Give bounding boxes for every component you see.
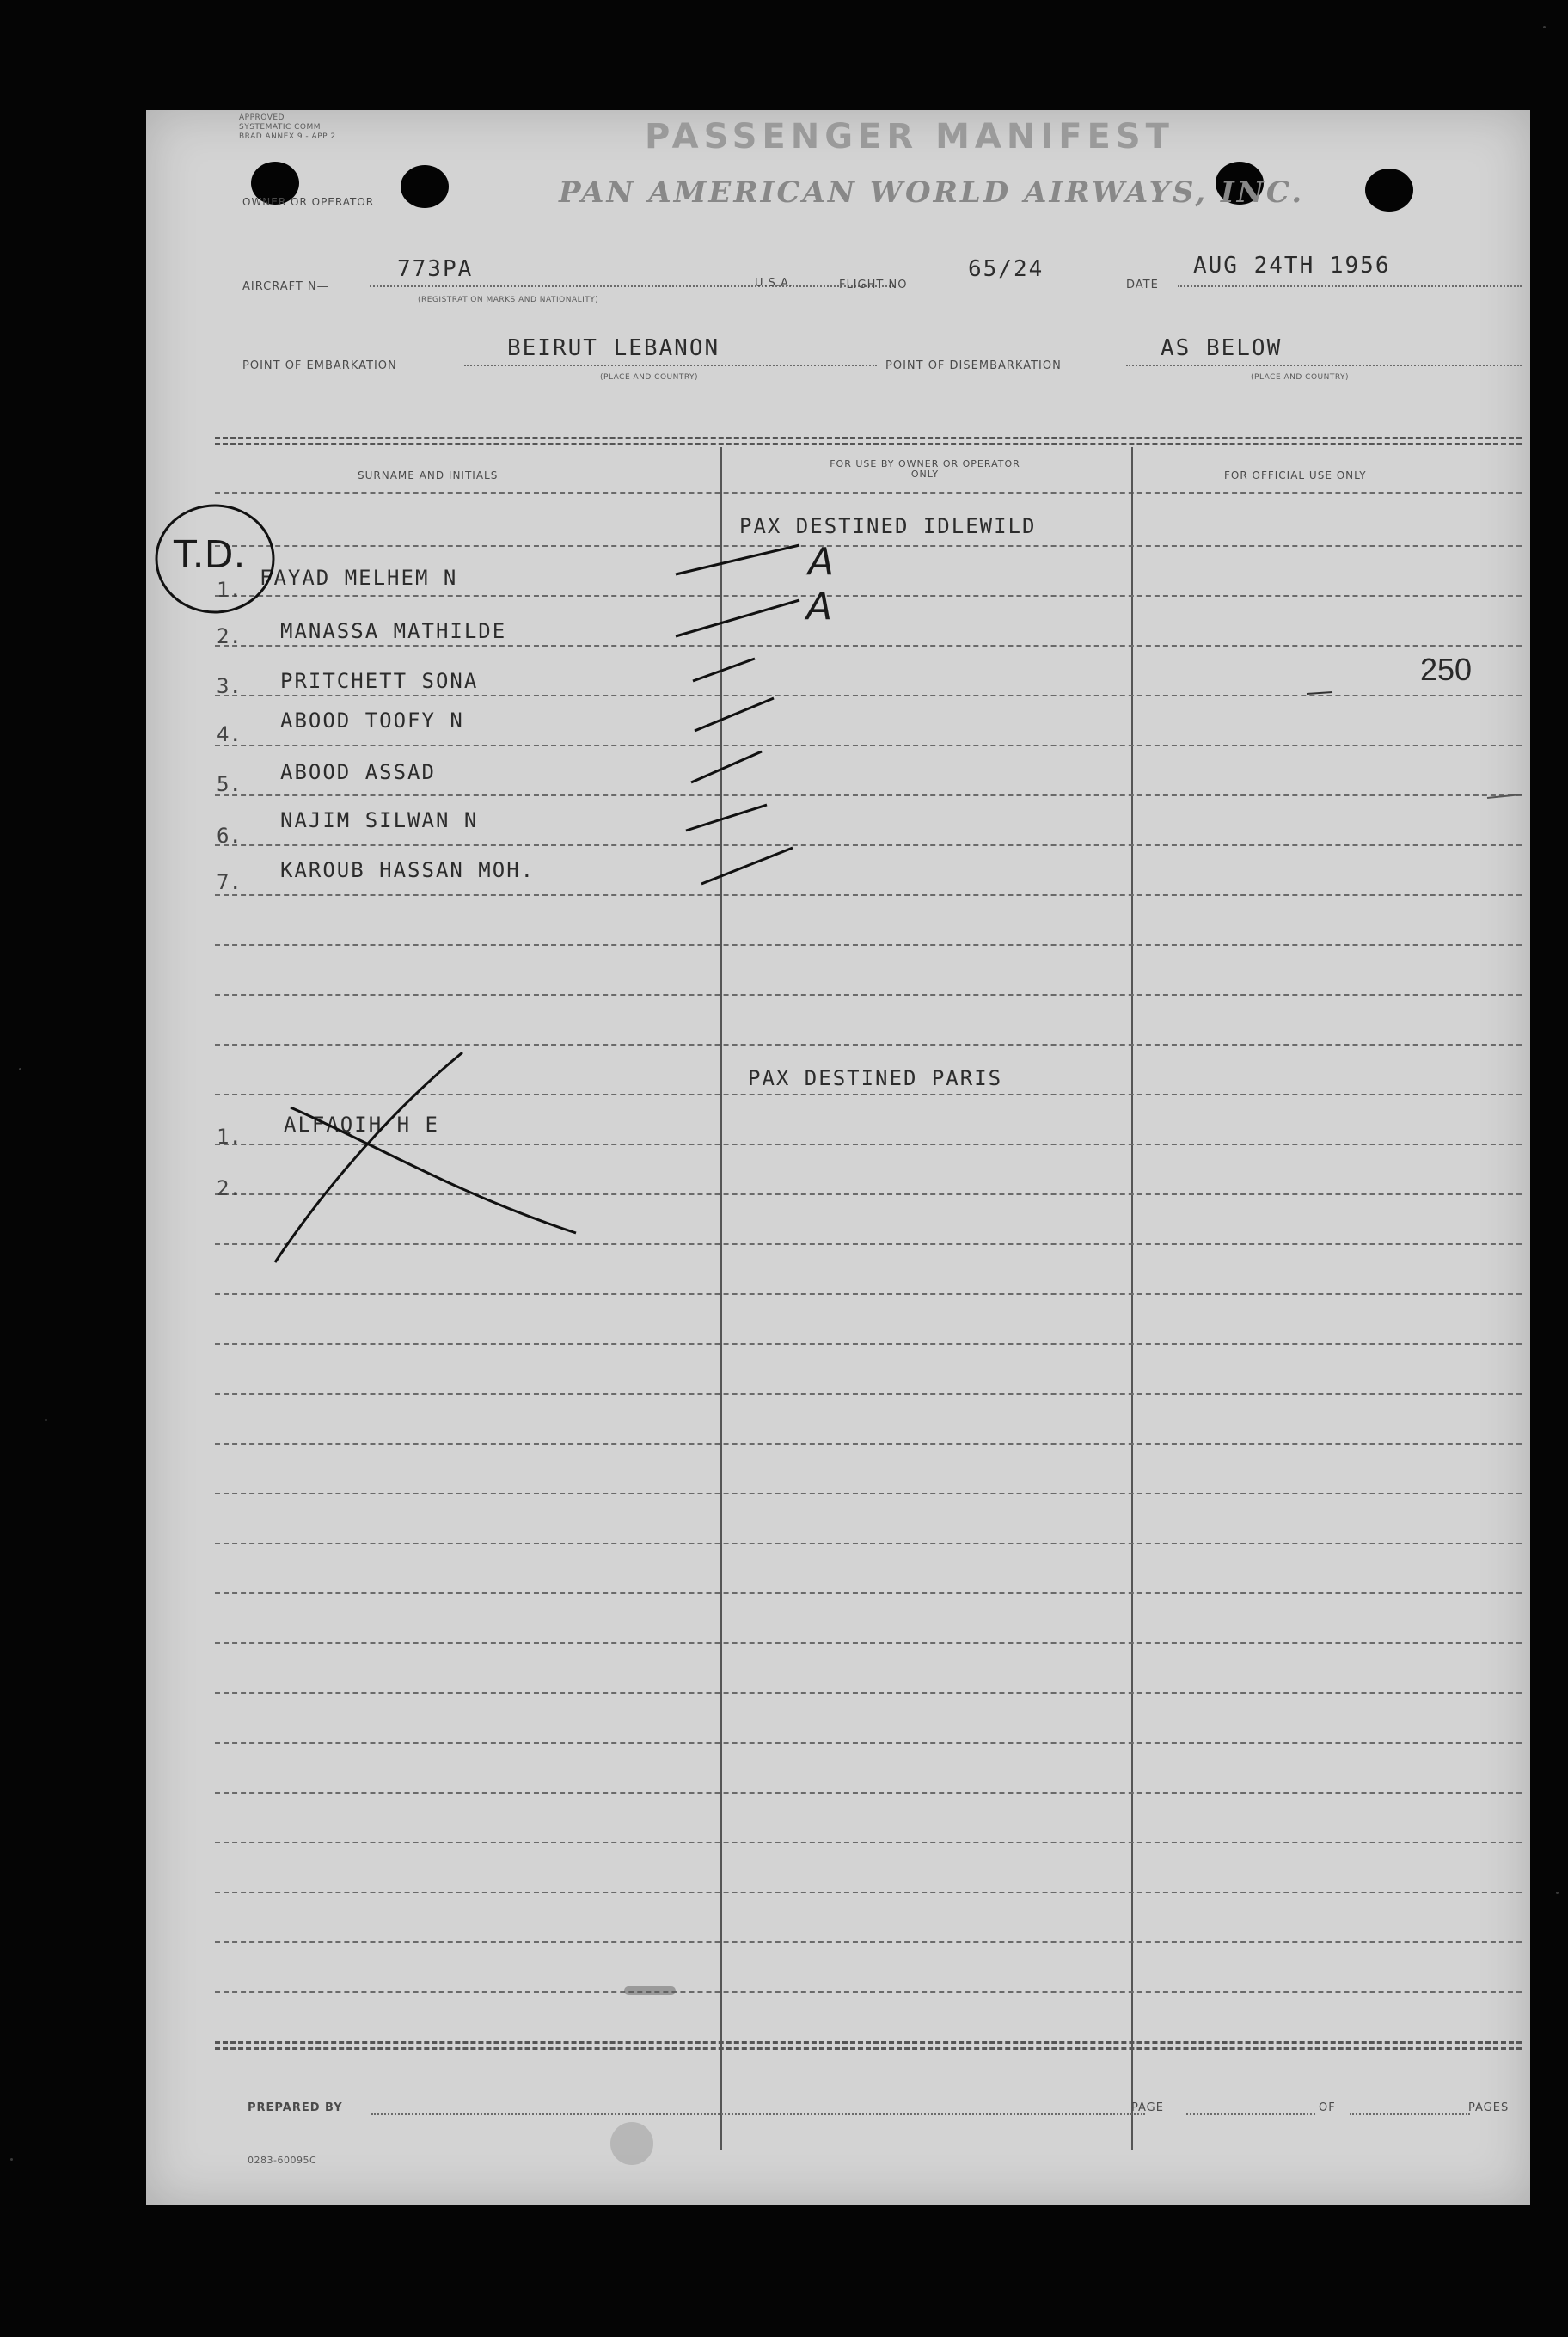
column-header-official: FOR OFFICIAL USE ONLY xyxy=(1224,469,1367,482)
pen-mark xyxy=(1487,794,1522,798)
operator-name: PAN AMERICAN WORLD AIRWAYS, INC. xyxy=(559,175,1305,210)
disembark-value: AS BELOW xyxy=(1161,335,1283,361)
passenger-name: NAJIM SILWAN N xyxy=(280,808,479,832)
embark-sublabel: (PLACE AND COUNTRY) xyxy=(600,373,699,382)
disembark-sublabel: (PLACE AND COUNTRY) xyxy=(1251,373,1350,382)
row-number: 2. xyxy=(217,1176,242,1200)
tick-mark xyxy=(695,698,774,731)
date-value: AUG 24TH 1956 xyxy=(1193,253,1391,279)
tick-mark xyxy=(691,751,762,782)
row-number: 2. xyxy=(217,624,242,648)
column-header-names: SURNAME AND INITIALS xyxy=(358,469,499,482)
of-line xyxy=(1350,2113,1470,2115)
owner-label: OWNER OR OPERATOR xyxy=(242,196,375,208)
row-number: 1. xyxy=(217,578,242,602)
passenger-name: KAROUB HASSAN MOH. xyxy=(280,858,536,882)
passenger-name: ALFAQIH H E xyxy=(284,1113,439,1137)
row-number: 6. xyxy=(217,824,242,848)
official-number: 250 xyxy=(1420,652,1473,687)
column-header-owner: FOR USE BY OWNER OR OPERATOR ONLY xyxy=(830,458,1020,480)
handwritten-mark: A xyxy=(806,585,833,629)
circled-annotation: T.D. xyxy=(174,533,246,577)
passenger-name: FAYAD MELHEM N xyxy=(260,566,458,590)
cross-out-mark xyxy=(275,1052,462,1262)
page-title: PASSENGER MANIFEST xyxy=(645,117,1174,156)
smudge xyxy=(624,1986,676,1995)
pen-mark xyxy=(1307,692,1332,694)
flight-value: 65/24 xyxy=(968,256,1044,282)
prepared-by-line xyxy=(371,2113,1145,2115)
handwritten-marks xyxy=(146,110,1530,2205)
of-label: OF xyxy=(1319,2101,1336,2114)
page-line xyxy=(1186,2113,1315,2115)
tick-mark xyxy=(693,659,755,681)
group-heading-paris: PAX DESTINED PARIS xyxy=(748,1066,1003,1090)
passenger-name: ABOOD TOOFY N xyxy=(280,708,464,733)
tick-mark xyxy=(701,848,793,884)
corner-note-line: APPROVED xyxy=(239,113,285,122)
handwritten-mark: A xyxy=(808,540,835,584)
row-number: 5. xyxy=(217,772,242,796)
smudge xyxy=(610,2122,653,2165)
passenger-name: ABOOD ASSAD xyxy=(280,760,436,784)
aircraft-sublabel: (REGISTRATION MARKS AND NATIONALITY) xyxy=(418,296,599,304)
tick-mark xyxy=(676,600,799,636)
prepared-by-label: PREPARED BY xyxy=(248,2101,343,2114)
passenger-name: PRITCHETT SONA xyxy=(280,669,479,693)
passenger-name: MANASSA MATHILDE xyxy=(280,619,507,643)
embark-label: POINT OF EMBARKATION xyxy=(242,359,397,372)
tick-mark xyxy=(676,545,799,574)
date-label: DATE xyxy=(1126,279,1159,291)
aircraft-label: AIRCRAFT N— xyxy=(242,280,329,293)
form-code: 0283-60095C xyxy=(248,2155,317,2166)
embark-value: BEIRUT LEBANON xyxy=(507,335,720,361)
manifest-sheet xyxy=(146,110,1530,2205)
corner-note-line: SYSTEMATIC COMM xyxy=(239,123,322,132)
row-number: 1. xyxy=(217,1125,242,1149)
page-label: PAGE xyxy=(1131,2101,1164,2114)
pages-label: PAGES xyxy=(1468,2101,1510,2114)
row-number: 7. xyxy=(217,870,242,894)
corner-note-line: BRAD ANNEX 9 - APP 2 xyxy=(239,132,336,141)
usa-label: U.S.A. xyxy=(755,277,793,290)
tick-mark xyxy=(686,805,767,831)
group-heading-idlewild: PAX DESTINED IDLEWILD xyxy=(739,514,1037,538)
row-number: 3. xyxy=(217,674,242,698)
aircraft-value: 773PA xyxy=(397,256,474,282)
disembark-label: POINT OF DISEMBARKATION xyxy=(885,359,1062,372)
flight-label: FLIGHT NO xyxy=(839,279,908,291)
cross-out-mark xyxy=(291,1107,576,1233)
row-number: 4. xyxy=(217,722,242,746)
